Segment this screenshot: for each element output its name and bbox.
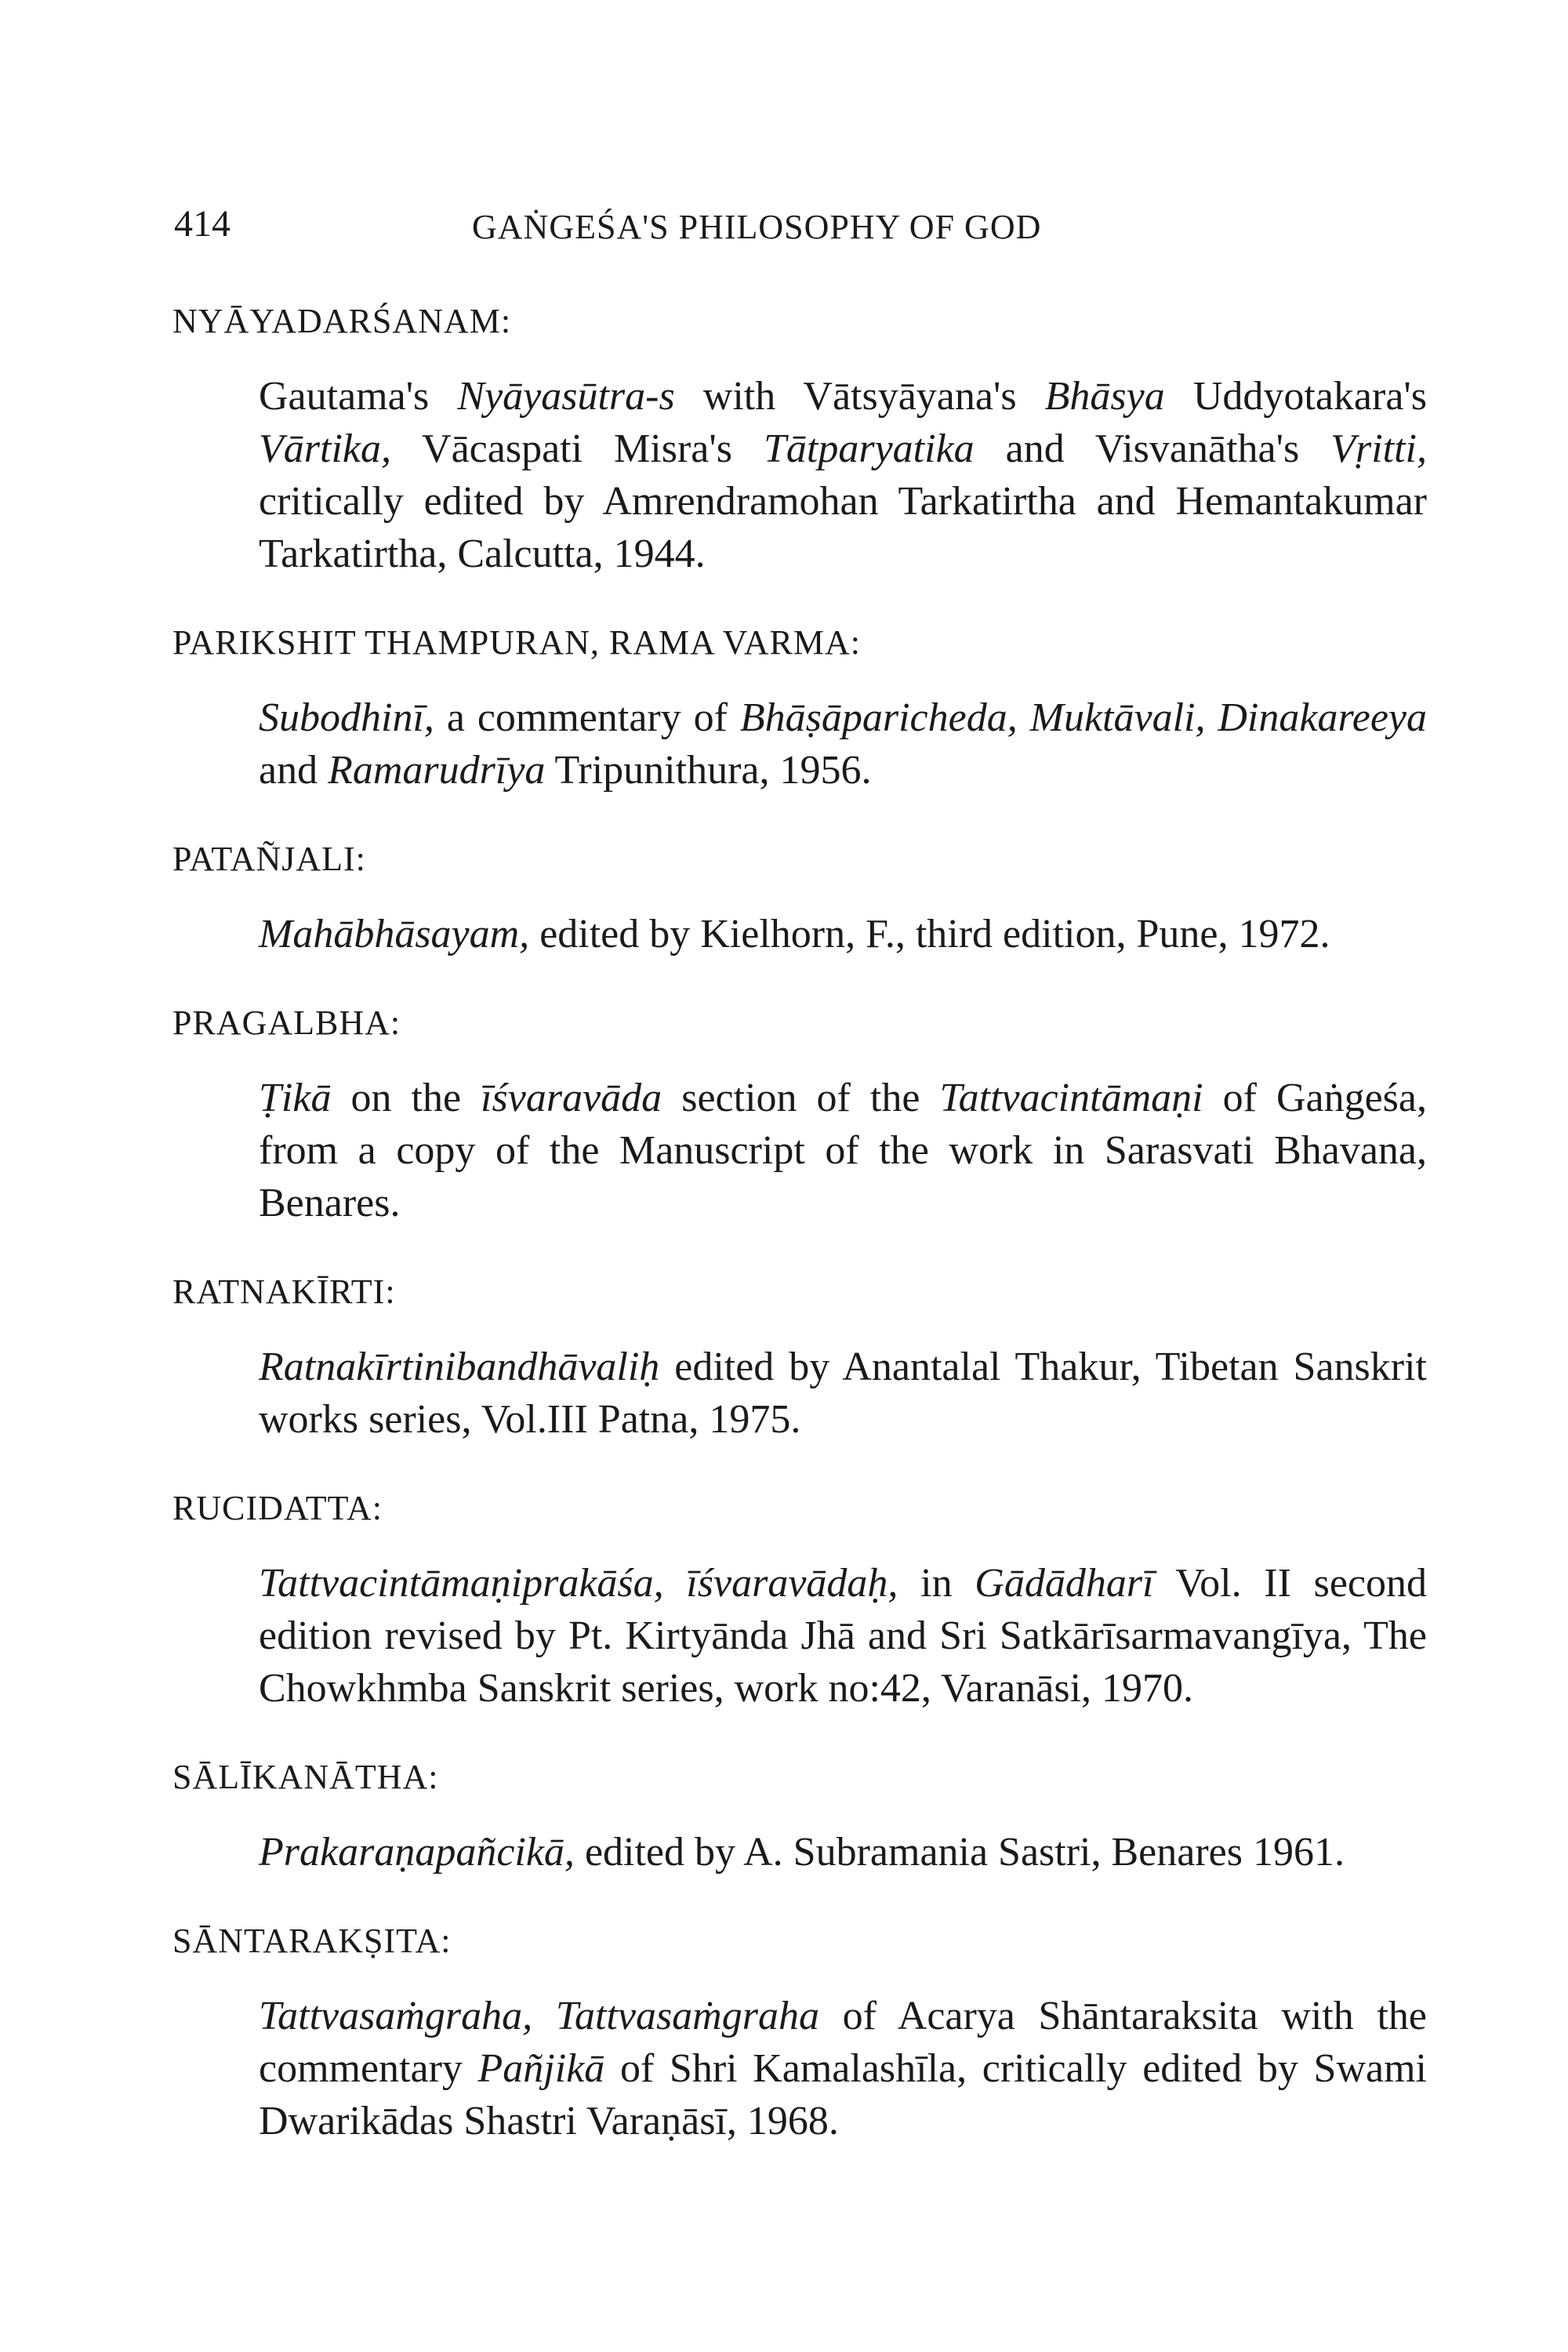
citation-title: Muktāvali, Dinakareeya	[1029, 695, 1428, 740]
entry-citation	[259, 1826, 1427, 1878]
citation-text: Tripunithura, 1956.	[545, 748, 872, 793]
citation-title: Tātparyatika	[763, 426, 975, 471]
citation-title: Gādādharī	[975, 1561, 1154, 1606]
citation-title: Vṛitti,	[1330, 426, 1427, 471]
bibliography-entry	[172, 1918, 1427, 2147]
entry-author: RATNAKĪRTI:	[172, 1272, 396, 1311]
citation-text: section of the	[662, 1076, 940, 1120]
citation-title: īśvaravāda	[481, 1076, 662, 1120]
citation-title: Prakaraṇapañcikā,	[259, 1830, 575, 1875]
citation-text: and	[259, 748, 328, 793]
entry-citation	[259, 1072, 1427, 1229]
citation-text: and Visvanātha's	[974, 426, 1331, 471]
citation-text: of Shri Kamalashīla, critically edited by Swami Dwarikādas Shastri Varaṇāsī, 1968.	[259, 2046, 1427, 2143]
citation-text: of Gaṅgeśa, from a copy of the Manuscript of the work in Sarasvati Bhavana, Benares.	[259, 1076, 1427, 1225]
bibliography-entry	[172, 836, 1427, 960]
citation-title: Tattvacintāmaṇi	[939, 1076, 1203, 1120]
citation-text: a commentary of	[434, 695, 740, 740]
entry-citation	[259, 1341, 1427, 1446]
citation-text: Uddyotakara's	[1164, 374, 1427, 419]
entry-citation	[259, 1990, 1427, 2147]
citation-text: of Acarya Shāntaraksita with the commentary	[259, 1994, 1427, 2091]
citation-text: edited by Anantalal Thakur, Tibetan Sanskrit works series, Vol.III Patna, 1975.	[259, 1345, 1427, 1442]
bibliography-entry	[172, 1269, 1427, 1446]
bibliography-list	[172, 298, 1427, 2147]
entry-author: NYĀYADARŚANAM:	[172, 302, 512, 340]
citation-title: Ramarudrīya	[328, 748, 546, 793]
bibliography-entry	[172, 1485, 1427, 1715]
citation-text: critically edited by Amrendramohan Tarkatirtha and Hemantakumar Tarkatirtha, Calcutta, 1944.	[259, 479, 1427, 576]
entry-author: SĀNTARAKṢITA:	[172, 1922, 452, 1960]
citation-title: Tattvasaṁgraha, Tattvasaṁgraha	[259, 1994, 819, 2038]
page-number: 414	[174, 203, 230, 245]
entry-citation	[259, 1557, 1427, 1715]
page-header	[174, 202, 1475, 265]
entry-author: SĀLĪKANĀTHA:	[172, 1758, 439, 1796]
entry-citation	[259, 691, 1427, 797]
citation-title: Pañjikā	[477, 2046, 605, 2091]
citation-title: Ratnakīrtinibandhāvaliḥ	[259, 1345, 660, 1389]
citation-text: on the	[331, 1076, 481, 1120]
running-title: GAṄGEŚA'S PHILOSOPHY OF GOD	[472, 208, 1042, 246]
citation-text: edited by Kielhorn, F., third edition, Pune, 1972.	[529, 912, 1330, 956]
citation-title: Bhāsya	[1044, 374, 1165, 419]
bibliography-entry	[172, 619, 1427, 797]
entry-author: RUCIDATTA:	[172, 1489, 383, 1527]
entry-author: PATAÑJALI:	[172, 840, 366, 878]
entry-citation	[259, 370, 1427, 580]
citation-text: with Vātsyāyana's	[674, 374, 1045, 419]
citation-text: edited by A. Subramania Sastri, Benares 1961.	[574, 1830, 1345, 1875]
citation-title: Tattvacintāmaṇiprakāśa, īśvaravādaḥ,	[259, 1561, 898, 1606]
citation-title: Nyāyasūtra-s	[457, 374, 675, 419]
entry-citation	[259, 908, 1427, 960]
bibliography-entry	[172, 298, 1427, 580]
citation-title: Vārtika,	[259, 426, 391, 471]
citation-text: Gautama's	[259, 374, 458, 419]
citation-text: Vol. II second edition revised by Pt. Kirtyānda Jhā and Sri Satkārīsarmavangīya, The Chowkhmba Sanskrit series, work no:42, Varanāsi, 1970.	[259, 1561, 1428, 1711]
citation-text: Vācaspati Misra's	[390, 426, 764, 471]
bibliography-entry	[172, 1754, 1427, 1878]
citation-title: Mahābhāsayam,	[259, 912, 530, 956]
citation-title: Subodhinī,	[259, 695, 434, 740]
bibliography-entry	[172, 1000, 1427, 1229]
citation-title: Ṭikā	[259, 1076, 332, 1120]
citation-text	[1018, 695, 1030, 740]
entry-author: PRAGALBHA:	[172, 1004, 401, 1042]
citation-title: Bhāṣāparicheda,	[739, 695, 1018, 740]
citation-text: in	[898, 1561, 975, 1606]
entry-author: PARIKSHIT THAMPURAN, RAMA VARMA:	[172, 623, 862, 662]
